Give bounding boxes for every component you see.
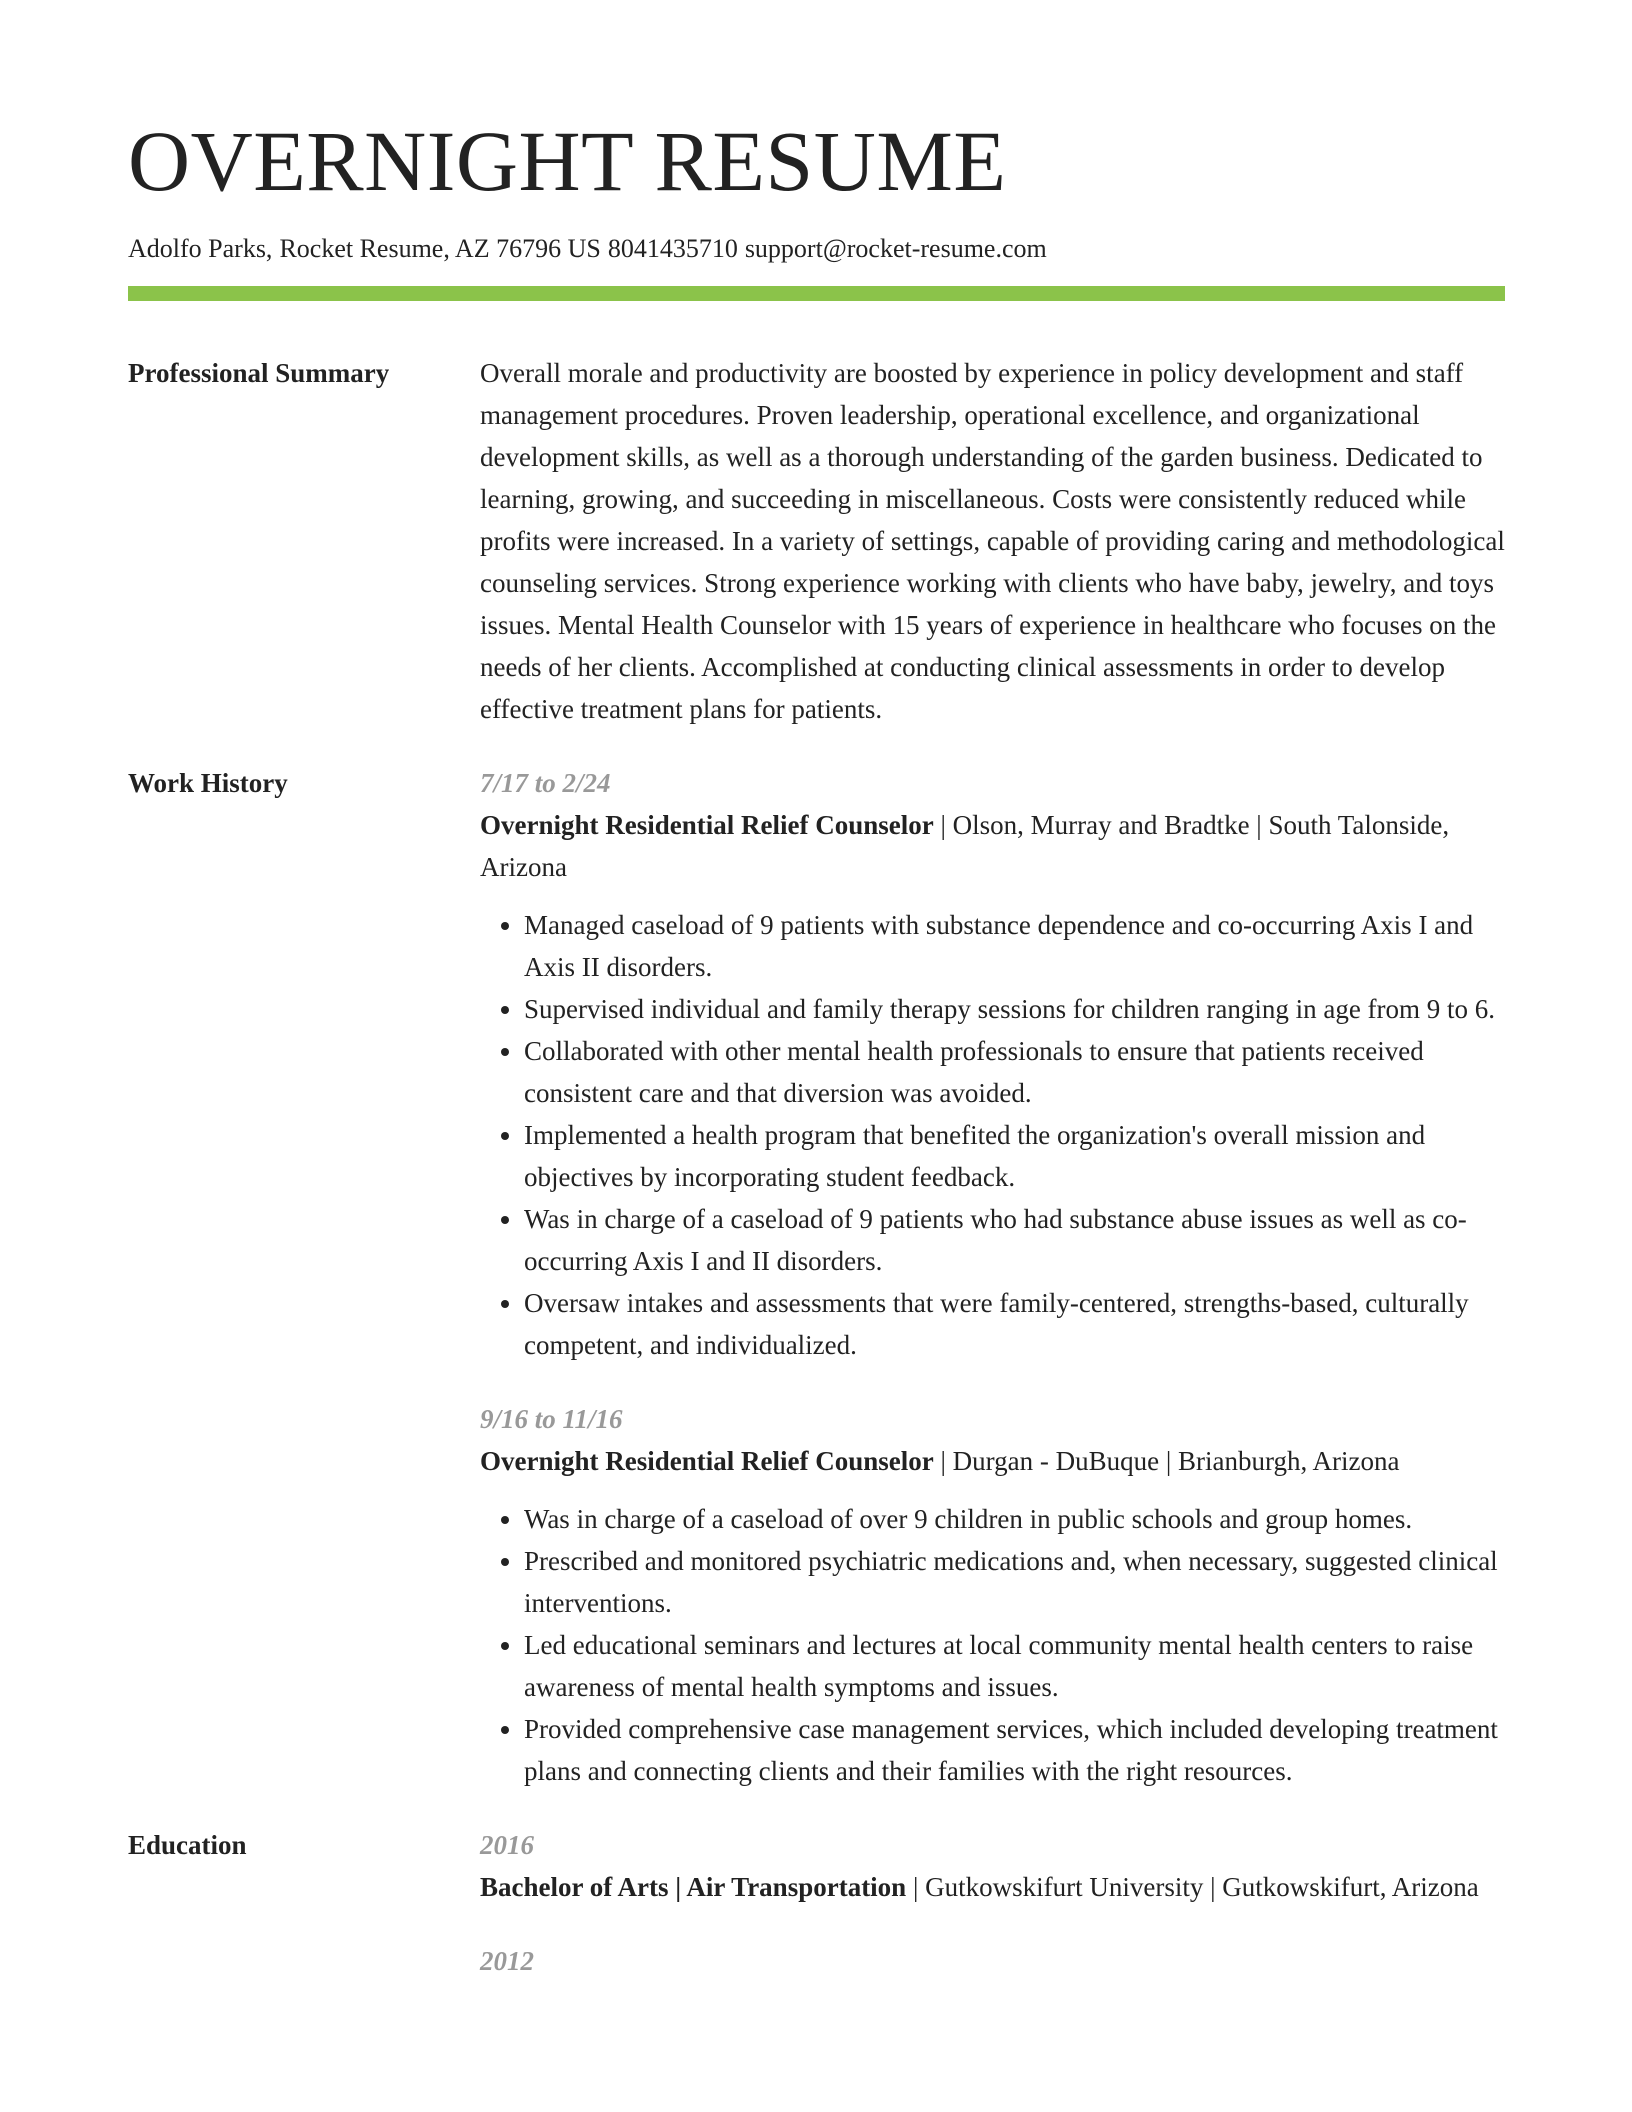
school-details: | Gutkowskifurt University | Gutkowskifurt, Arizona [906,1872,1479,1902]
contact-line [128,232,1047,266]
education-entry [480,1940,1505,1982]
job-bullets [480,904,1505,1366]
job-employer: | Durgan - DuBuque | Brianburgh, Arizona [933,1446,1400,1476]
work-history-body [480,762,1505,1792]
candidate-name: Adolfo Parks, [128,234,273,263]
candidate-phone: 8041435710 [607,234,738,263]
resume-sections [128,352,1505,1982]
job-bullets [480,1498,1505,1792]
summary-body [480,352,1505,730]
education-body [480,1824,1505,1982]
education-year: 2012 [480,1946,534,1976]
job-heading [480,1440,1505,1482]
job-heading [480,804,1505,888]
education-entry [480,1824,1505,1908]
list-item: • Provided comprehensive case management services, which included developing treatment plans and connecting clients and their families with the right resources. [524,1708,1505,1792]
work-history-section [128,762,1505,1792]
section-label-summary: Professional Summary [128,358,390,388]
list-item: • Prescribed and monitored psychiatric medications and, when necessary, suggested clinical interventions. [524,1540,1505,1624]
education-section [128,1824,1505,1982]
job-dates: 9/16 to 11/16 [480,1404,623,1434]
degree-title: Bachelor of Arts | Air Transportation [480,1872,907,1902]
summary-section [128,352,1505,730]
candidate-address: Rocket Resume, AZ 76796 US [279,234,601,263]
job-entry [480,1398,1505,1792]
job-title: Overnight Residential Relief Counselor [480,1446,934,1476]
job-employer: | Olson, Murray and Bradtke | South Talonside, Arizona [480,810,1450,882]
list-item: • Collaborated with other mental health professionals to ensure that patients received consistent care and that diversion was avoided. [524,1030,1505,1114]
job-dates: 7/17 to 2/24 [480,768,611,798]
header-divider [128,286,1505,301]
education-year: 2016 [480,1830,534,1860]
job-title: Overnight Residential Relief Counselor [480,810,934,840]
education-heading [480,1866,1505,1908]
section-label-work-history: Work History [128,768,288,798]
list-item: • Was in charge of a caseload of 9 patients who had substance abuse issues as well as co-occurring Axis I and II disorders. [524,1198,1505,1282]
list-item: • Managed caseload of 9 patients with substance dependence and co-occurring Axis I and Axis II disorders. [524,904,1505,988]
resume-title: OVERNIGHT RESUME [128,113,1007,209]
list-item: • Implemented a health program that benefited the organization's overall mission and objectives by incorporating student feedback. [524,1114,1505,1198]
list-item: • Oversaw intakes and assessments that were family-centered, strengths-based, culturally competent, and individualized. [524,1282,1505,1366]
candidate-email: support@rocket-resume.com [744,234,1047,263]
list-item: • Was in charge of a caseload of over 9 children in public schools and group homes. [524,1498,1505,1540]
summary-text: Overall morale and productivity are boosted by experience in policy development and staff management procedures. Proven leadership, operational excellence, and organizational development skills, as well as a thorough understanding of the garden business. Dedicated to learning, growing, and succeeding in miscellaneous. Costs were consistently reduced while profits were increased. In a variety of settings, capable of providing caring and methodological counseling services. Strong experience working with clients who have baby, jewelry, and toys issues. Mental Health Counselor with 15 years of experience in healthcare who focuses on the needs of her clients. Accomplished at conducting clinical assessments in order to develop effective treatment plans for patients. [480,358,1505,724]
list-item: • Led educational seminars and lectures at local community mental health centers to raise awareness of mental health symptoms and issues. [524,1624,1505,1708]
list-item: • Supervised individual and family therapy sessions for children ranging in age from 9 to 6. [524,988,1505,1030]
job-entry [480,762,1505,1366]
section-label-education: Education [128,1830,247,1860]
